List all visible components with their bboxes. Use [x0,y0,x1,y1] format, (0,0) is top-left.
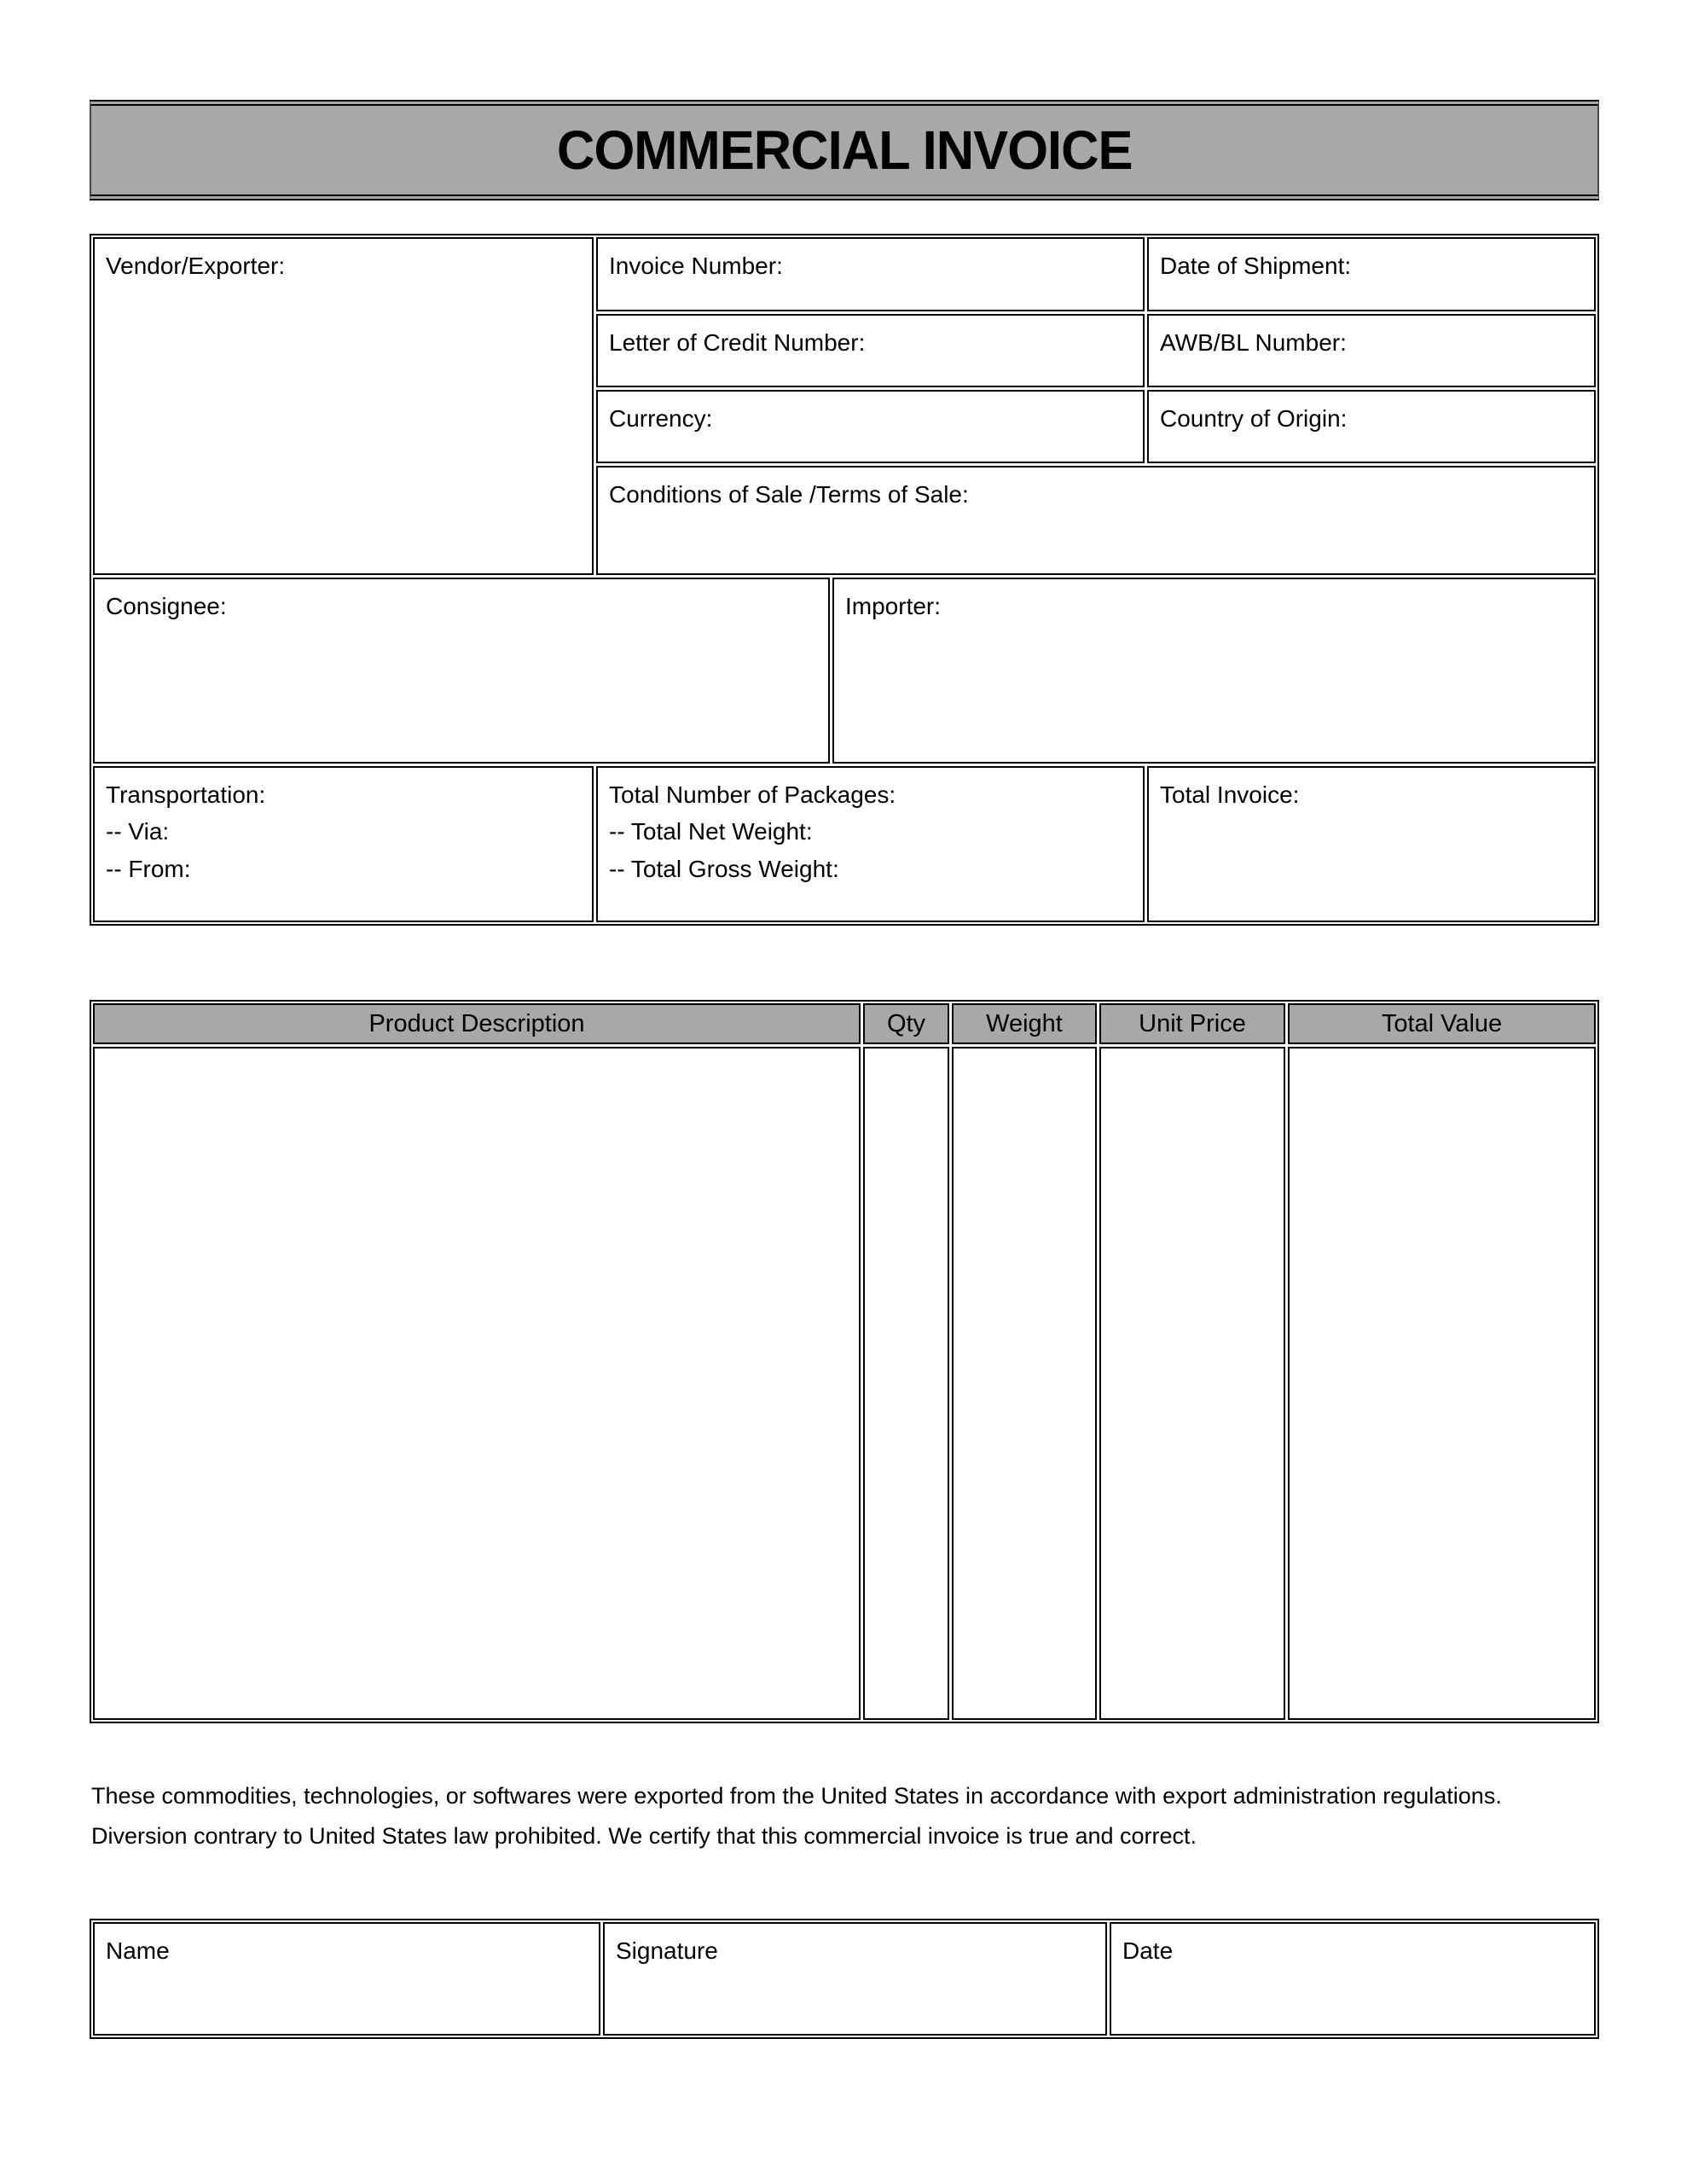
total-invoice-label: Total Invoice: [1160,781,1300,808]
weight-header-label: Weight [986,1009,1063,1037]
consignee-field[interactable] [93,578,830,764]
transportation-field[interactable] [93,766,594,922]
currency-label: Currency: [609,405,713,432]
conditions-of-sale-label: Conditions of Sale /Terms of Sale: [609,481,969,508]
product-table [90,1000,1599,1723]
conditions-of-sale-field[interactable] [596,466,1596,575]
letter-of-credit-label: Letter of Credit Number: [609,329,866,356]
total-value-header-label: Total Value [1381,1009,1503,1037]
weight-column-body[interactable] [952,1047,1097,1720]
invoice-header-table [90,234,1599,926]
unit-price-column-body[interactable] [1099,1047,1285,1720]
signature-label: Signature [616,1937,718,1964]
certification-line-1: These commodities, technologies, or softwares were exported from the United States in accordance with export administration regulations. [91,1783,1502,1809]
product-description-header-label: Product Description [368,1009,585,1037]
vendor-exporter-label: Vendor/Exporter: [106,253,286,279]
total-packages-field[interactable] [596,766,1145,922]
qty-column-body[interactable] [863,1047,949,1720]
date-label: Date [1122,1937,1174,1964]
date-of-shipment-field[interactable] [1147,237,1596,311]
total-invoice-field[interactable] [1147,766,1596,922]
document-title-bar [90,100,1599,200]
invoice-number-field[interactable] [596,237,1145,311]
name-label: Name [106,1937,170,1964]
certification-line-2: Diversion contrary to United States law prohibited. We certify that this commercial invoice is true and correct. [91,1823,1197,1849]
currency-field[interactable] [596,390,1145,463]
weight-column-header [952,1003,1097,1044]
total-gross-weight-label: -- Total Gross Weight: [609,855,839,882]
letter-of-credit-field[interactable] [596,314,1145,387]
name-field[interactable] [93,1922,600,2036]
awb-bl-number-field[interactable] [1147,314,1596,387]
awb-bl-number-label: AWB/BL Number: [1160,329,1347,356]
vendor-exporter-field[interactable] [93,237,594,575]
document-title: COMMERCIAL INVOICE [556,119,1133,181]
transportation-from-label: -- From: [106,855,191,882]
total-value-column-header [1288,1003,1596,1044]
product-description-column-body[interactable] [93,1047,861,1720]
consignee-label: Consignee: [106,593,227,619]
qty-column-header [863,1003,949,1044]
date-field[interactable] [1110,1922,1596,2036]
certification-statement [91,1776,1678,1856]
importer-field[interactable] [832,578,1596,764]
product-description-column-header [93,1003,861,1044]
qty-header-label: Qty [886,1009,926,1037]
country-of-origin-label: Country of Origin: [1160,405,1348,432]
transportation-label: Transportation: [106,781,266,808]
importer-label: Importer: [845,593,942,619]
signature-table [90,1919,1599,2039]
date-of-shipment-label: Date of Shipment: [1160,253,1352,279]
total-net-weight-label: -- Total Net Weight: [609,818,813,845]
country-of-origin-field[interactable] [1147,390,1596,463]
invoice-number-label: Invoice Number: [609,253,783,279]
transportation-via-label: -- Via: [106,818,170,845]
total-value-column-body[interactable] [1288,1047,1596,1720]
signature-field[interactable] [603,1922,1107,2036]
unit-price-column-header [1099,1003,1285,1044]
unit-price-header-label: Unit Price [1139,1009,1246,1037]
total-packages-label: Total Number of Packages: [609,781,896,808]
